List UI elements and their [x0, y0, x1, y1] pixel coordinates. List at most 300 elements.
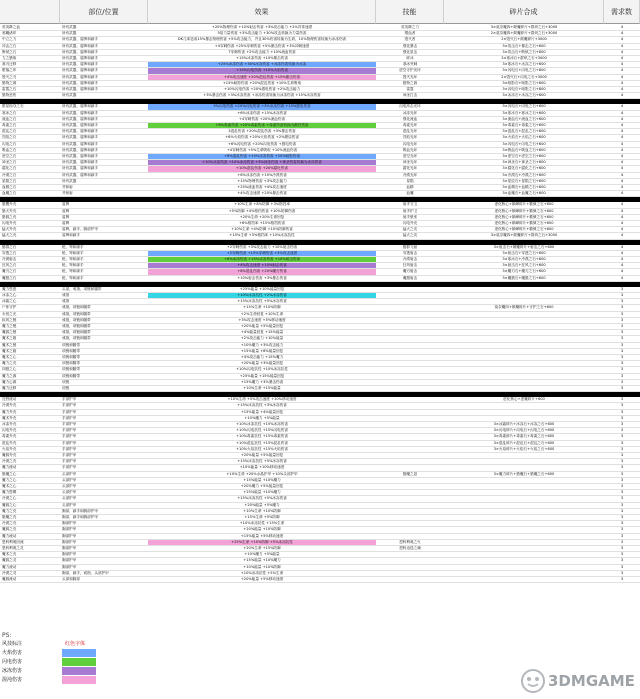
cell-slot: 所有武器，盾牌和副手 — [62, 166, 98, 171]
cell-frag — [444, 312, 604, 317]
cell-slot: 胸部护甲 — [62, 521, 77, 526]
cell-tech — [376, 380, 444, 385]
cell-tech — [376, 571, 444, 576]
cell-slot: 手部护甲 — [62, 434, 77, 439]
cell-slot: 手部护甲 — [62, 415, 77, 420]
cell-tech — [376, 577, 444, 582]
cell-effect: 5%闪电伤害 +20%闪电伤害 +3%冰冻伤害 +15%感电伤害 — [148, 104, 376, 109]
cell-tech: 毒素光环 — [402, 123, 418, 127]
cell-tech — [376, 521, 444, 526]
cell-need: 3 — [620, 311, 624, 316]
cell-name: 冰霜之心 — [2, 299, 17, 304]
cell-slot: 所有武器，盾牌和副手 — [62, 68, 98, 73]
cell-need: 3 — [620, 496, 624, 501]
cell-need: 4 — [620, 244, 624, 249]
cell-frag — [444, 490, 604, 495]
cell-frag: 2×莫奈魔四+颠魔碎片+群炽之石+3000 — [490, 31, 558, 36]
cell-effect: +10%冰冻抗性 +15%冰冻伤害 — [236, 422, 288, 426]
cell-frag: 3×暗影石+暗影之石+600 — [502, 80, 546, 85]
cell-effect: +20%能量 +5%移动速度 — [240, 577, 284, 581]
cell-tech — [376, 336, 444, 341]
cell-tech: 猎群飞射 — [402, 244, 418, 249]
cell-slot: 所有武器，盾牌和副手 — [62, 116, 98, 121]
cell-tech: 虚空守护光环 — [399, 68, 421, 73]
cell-need: 4 — [620, 269, 624, 274]
cell-need: 3 — [620, 577, 624, 581]
cell-effect: +2%生命回复 +10%生命 — [240, 311, 284, 316]
cell-effect: +15%冰冻抗性 +3%冰冻伤害 — [237, 403, 287, 408]
cell-effect: +10%冰冻抗性 +5%生命 — [240, 570, 284, 575]
cell-name: 堕落之印 — [2, 68, 17, 73]
cell-effect: +20%物理伤害 +10%射击伤害 +3%攻击能力 +2%异常速度 — [211, 25, 313, 29]
cell-tech: 星陨 — [406, 178, 414, 183]
cell-tech: 寒冰突刺 — [402, 62, 418, 67]
cell-need: 4 — [620, 227, 624, 232]
cell-need: 4 — [620, 43, 624, 48]
header-need: 需求数 — [604, 0, 640, 24]
cell-need: 4 — [620, 93, 624, 98]
cell-tech: 英英降之力 — [401, 25, 419, 29]
cell-slot: 盾牌 — [62, 208, 70, 213]
cell-frag — [444, 287, 604, 292]
header-tech: 技能 — [376, 0, 444, 24]
cell-slot: 盾牌和副手 — [62, 233, 80, 238]
cell-name: 冷漠之灵 — [2, 570, 17, 575]
cell-effect: +10%生命 +10%防御 — [243, 508, 281, 513]
cell-slot: 戒指 — [62, 299, 70, 304]
cell-frag — [444, 527, 604, 532]
cell-tech: 狂风射击 — [402, 263, 418, 268]
cell-tech: 混乱光环 — [402, 129, 418, 134]
cell-frag: 3×寒冰石+寒冰之石+600 — [502, 110, 546, 115]
cell-tech: 嗜血者 — [404, 31, 416, 36]
cell-frag: 3×神圣石+神圣之石+600 — [502, 160, 546, 165]
cell-slot: 所有武器，盾牌和副手 — [62, 172, 98, 177]
cell-tech: 恩科利奥之火 — [399, 539, 421, 544]
cell-name: 魔力之壳 — [2, 508, 17, 513]
cell-frag: 3×射击石+颠魔碎片+射击之石+600 — [493, 244, 555, 249]
cell-tech: 穿透射击 — [402, 250, 418, 255]
cell-effect: +10%生命 +4%防御 +10%防御伤害 — [231, 227, 293, 232]
cell-name: 冷漠之壳 — [2, 459, 17, 464]
cell-need: 3 — [620, 293, 624, 297]
cell-slot: 手部护甲 — [62, 403, 77, 408]
cell-effect: +15%能量 +8%能量回复 — [240, 348, 284, 353]
cell-frag: 3×攻击石+断狱之石+800 — [502, 49, 546, 54]
cell-name: 狂野流动 — [2, 397, 17, 402]
cell-slot: 胸部护甲 — [62, 552, 77, 557]
cell-frag: 3×腐化石+腐化之石+600 — [502, 166, 546, 171]
cell-frag: 虚化核心+虚魔碎片+600 — [503, 397, 545, 402]
cell-effect: +6%冰冻伤害 +15%冰冻伤害 — [237, 110, 287, 115]
cell-name: 断狱之石 — [2, 49, 17, 54]
cell-frag — [444, 577, 604, 582]
cell-effect: +10%能量 +10%防御 — [243, 564, 281, 569]
cell-slot: 所有武器 — [62, 93, 77, 98]
cell-effect: +15%闪电伤害 +10%火焰伤害 — [148, 68, 376, 73]
cell-frag: 3×流血石+流血之石+600 — [502, 116, 546, 121]
cell-effect: +6%格挡率 +15%格挡伤害 — [238, 221, 285, 225]
cell-name: 魔术之链 — [2, 342, 17, 347]
cell-name: 堕星掠夺之石 — [2, 104, 24, 109]
cell-slot: 手部护甲 — [62, 397, 77, 402]
cell-tech: 雷霆 — [406, 87, 414, 91]
cell-frag — [444, 403, 604, 408]
cell-need: 4 — [620, 221, 624, 225]
cell-tech: 吸血光环 — [402, 147, 418, 152]
cell-need: 3 — [620, 379, 624, 384]
cell-tech: 猎物之源 — [402, 80, 418, 85]
cell-slot: 手部护甲 — [62, 465, 77, 470]
cell-tech: 强化暴击 — [402, 43, 418, 48]
cell-name: 恩科利奥回流 — [2, 539, 24, 544]
cell-slot: 项链和腰带 — [62, 342, 80, 347]
cell-name: 毒素之石 — [2, 123, 17, 127]
cell-effect: +8%混乱伤害 +15%冰冻伤害 +20%暗影伤害 — [148, 154, 376, 159]
cell-slot: 手部护甲 — [62, 440, 77, 445]
cell-name: 火焰外壳 — [2, 446, 17, 451]
cell-need: 3 — [620, 415, 624, 420]
cell-name: 猛犬外壳 — [2, 227, 17, 232]
cell-slot: 头部护甲 — [62, 490, 77, 495]
cell-slot: 手部护甲 — [62, 428, 77, 433]
table-row — [0, 577, 640, 583]
cell-effect: 7穿刺伤害 +2%攻击能力 +10%流血伤害 — [228, 49, 296, 54]
cell-effect: +10%冰冻抗性 +15%生命 — [239, 521, 285, 526]
cell-name: 中立之力 — [2, 37, 17, 42]
cell-need: 3 — [620, 471, 624, 476]
cell-name: 虚空之石 — [2, 154, 17, 158]
cell-name: 冷漠外壳 — [2, 403, 17, 408]
cell-tech — [376, 434, 444, 439]
cell-name: 猎魔之心 — [2, 471, 17, 476]
cell-tech: 碎冰 — [406, 56, 414, 60]
legend-label: 混沌伤害 — [2, 677, 23, 683]
cell-frag — [444, 336, 604, 341]
cell-slot: 枪，弩和副手 — [62, 269, 84, 274]
cell-need: 4 — [620, 172, 624, 177]
cell-frag — [444, 367, 604, 372]
cell-effect: +15%冰冻抗性 +5%冰冻伤害 — [237, 459, 287, 464]
cell-need: 3 — [620, 477, 624, 482]
cell-slot: 所有武器 — [62, 31, 77, 36]
cell-frag: 3×闪电石+闪电之石+800 — [502, 68, 546, 73]
cell-frag — [444, 299, 604, 304]
legend-label: 风技标注 — [2, 641, 23, 647]
cell-need: 3 — [620, 317, 624, 322]
cell-need: 3 — [620, 508, 624, 513]
cell-name: 魔力迁移 — [2, 386, 17, 390]
cell-tech: 虚空光环 — [402, 154, 418, 158]
cell-frag: 3×冰冻石+冰冻之石+600 — [502, 93, 546, 98]
cell-slot: 胸部护甲 — [62, 527, 77, 532]
cell-frag: 虚化核心+颠峰碎片+霸骑之石+600 — [494, 202, 554, 207]
cell-slot: 所有武器 — [62, 178, 77, 183]
cell-tech: 闪电外壳 — [402, 221, 418, 225]
cell-need: 4 — [620, 250, 624, 255]
cell-frag: 3×火焰石+火焰之石+600 — [502, 135, 546, 140]
cell-name: 魔力流动 — [2, 564, 17, 569]
cell-tech — [376, 490, 444, 495]
cell-slot: 项链 — [62, 379, 70, 384]
cell-tech — [376, 478, 444, 483]
cell-slot: 胸部护甲 — [62, 558, 77, 563]
cell-frag: 3×魔刃石+魔刃之石+600 — [502, 269, 546, 274]
cell-frag: 虚化核心+颠峰碎片+霸骑之石+600 — [494, 214, 554, 219]
cell-need: 3 — [620, 342, 624, 347]
cell-effect: +4%能量回复 +15%能量 — [240, 330, 284, 335]
cell-effect: +25%能量 +10%魔力 — [243, 490, 281, 495]
cell-tech — [376, 428, 444, 433]
cell-effect: +4%攻击能力 +15%魔力 — [240, 355, 284, 359]
cell-tech — [376, 441, 444, 446]
cell-tech — [376, 305, 444, 310]
cell-slot: 项链和腰带 — [62, 361, 80, 366]
cell-need: 3 — [620, 373, 624, 378]
cell-tech — [376, 459, 444, 464]
cell-tech: 射手护卫 — [402, 208, 418, 213]
cell-frag: 3×火焰碎片+火焰石+火焰之石+600 — [493, 446, 555, 451]
cell-slot: 头部护甲 — [62, 496, 77, 501]
cell-frag — [444, 503, 604, 508]
cell-need: 3 — [620, 546, 624, 550]
cell-slot: 所有武器，盾牌和副手 — [62, 135, 98, 140]
cell-need: 3 — [620, 539, 624, 544]
cell-tech: 猛犬之壳 — [402, 227, 418, 232]
cell-need: 3 — [620, 490, 624, 495]
watermark-logo-icon — [520, 668, 546, 694]
cell-tech: 闪电冲击光环 — [399, 104, 421, 109]
cell-name: 魔力之链 — [2, 324, 17, 328]
cell-need: 3 — [620, 422, 624, 426]
cell-frag — [444, 509, 604, 514]
cell-name: 魔源流动 — [2, 577, 17, 581]
cell-effect: DK几率造成15%暴击物理伤害 +5%攻击能力，并且30%伤害转换为生命，10%物理伤害转换为冰冻伤害 — [177, 37, 347, 42]
cell-frag — [444, 478, 604, 483]
cell-name: 尸体守护 — [2, 305, 17, 310]
cell-effect: +6%冰冻伤害 +15%冰冻伤害 +10%射击伤害 — [148, 257, 376, 262]
cell-tech: 毁灭者 — [404, 37, 416, 42]
watermark-text: 3DMGAME — [548, 672, 635, 690]
cell-slot: 项链和腰带 — [62, 348, 80, 353]
cell-effect: +25%能量 +10%能量回复 — [239, 286, 285, 291]
cell-effect: +15%能量 +10%魔力 — [243, 558, 281, 563]
cell-name: 吸血之石 — [2, 147, 17, 152]
cell-tech — [376, 496, 444, 501]
cell-slot: 项链和腰带 — [62, 367, 80, 372]
cell-tech — [376, 465, 444, 470]
cell-slot: 所有武器，盾牌和副手 — [62, 56, 98, 60]
cell-tech — [376, 416, 444, 421]
cell-need: 3 — [620, 459, 624, 464]
cell-effect: +15%生命 +10%防御 — [243, 305, 281, 310]
cell-tech — [376, 534, 444, 539]
cell-name: 流血之石 — [2, 116, 17, 121]
cell-need: 4 — [620, 208, 624, 213]
cell-name: 穿透之石 — [2, 250, 17, 255]
cell-need: 3 — [620, 515, 624, 519]
cell-slot: 项链 — [62, 386, 70, 390]
cell-name: 冲击之石 — [2, 43, 17, 48]
cell-tech — [376, 318, 444, 323]
cell-slot: 项链和腰带 — [62, 355, 80, 359]
cell-name: 恩科利奥之灵 — [2, 546, 24, 550]
cell-slot: 所有武器，盾牌和副手 — [62, 160, 98, 165]
cell-name: 烈焰之石 — [2, 135, 17, 140]
cell-effect: +10%魔力 +5%能量 — [244, 415, 280, 420]
cell-effect: +10%生命 +15%能量 — [243, 386, 281, 390]
cell-slot: 戒指 — [62, 293, 70, 297]
cell-need: 4 — [620, 104, 624, 109]
cell-effect: +20%生命 +15%防御 — [243, 546, 281, 550]
cell-slot: 枪，弩和副手 — [62, 275, 84, 280]
cell-frag — [444, 349, 604, 354]
cell-name: 混乱外壳 — [2, 440, 17, 445]
cell-effect: +4穿刺伤害 +20%流血伤害 — [238, 116, 286, 121]
cell-effect: +2穿刺伤害 +3%攻击能力 +10%射击伤害 — [226, 244, 298, 249]
header-effect: 效果 — [148, 0, 376, 24]
cell-tech — [376, 484, 444, 489]
cell-effect: +10%魔力 +3%攻击能力 — [240, 342, 284, 347]
cell-need: 4 — [620, 25, 624, 29]
cell-frag — [444, 521, 604, 526]
cell-frag: 3×冰霜碎片+冰冻石+冰冻之石+600 — [493, 422, 555, 426]
cell-name: 猎物悲伤 — [2, 93, 17, 98]
cell-need: 3 — [620, 453, 624, 457]
cell-need: 4 — [620, 87, 624, 91]
cell-need: 3 — [620, 465, 624, 470]
cell-slot: 所有武器，盾牌和副手 — [62, 154, 98, 158]
cell-name: 魔力流动 — [2, 533, 17, 538]
cell-effect: +10%闪电伤害 +20%感电伤害 +2%攻击能力 — [223, 87, 301, 91]
cell-effect: +5%防御 +4%格挡伤害 +10%防御伤害 — [228, 208, 296, 213]
cell-need: 3 — [620, 299, 624, 304]
cell-slot: 所有武器，盾牌和副手 — [62, 104, 98, 109]
cell-need: 3 — [620, 286, 624, 291]
cell-effect: +10%混乱抗性 +15%混乱伤害 — [236, 440, 288, 445]
cell-slot: 所有武器，盾牌和副手 — [62, 74, 98, 79]
cell-tech — [376, 503, 444, 508]
cell-need: 4 — [620, 62, 624, 67]
cell-name: 猎犬外壳 — [2, 208, 17, 213]
legend-swatch — [62, 676, 96, 684]
cell-frag: 3×毒素石+毒素之石+600 — [502, 123, 546, 127]
cell-name: 毒素外壳 — [2, 434, 17, 439]
cell-tech — [376, 293, 444, 298]
cell-slot: 胸部，副手和胸部护甲 — [62, 508, 98, 513]
header-fragments: 碎片合成 — [444, 0, 604, 24]
cell-frag — [444, 552, 604, 557]
cell-effect: +20%生命 +20%生命回复 — [239, 214, 285, 219]
cell-name: 英英降之血 — [2, 25, 20, 29]
cell-tech — [376, 312, 444, 317]
cell-slot: 枪，弩和副手 — [62, 250, 84, 255]
cell-name: 冰冻之心 — [2, 293, 17, 297]
cell-tech — [376, 453, 444, 458]
cell-effect: +10%冰冻伤害 +10%冰冻伤害 +3%神圣伤害 +神圣伤害转换为冰冻伤害 — [148, 160, 376, 165]
cell-need: 4 — [620, 56, 624, 60]
cell-need: 4 — [620, 178, 624, 183]
cell-slot: 手部护甲 — [62, 453, 77, 457]
cell-tech — [376, 324, 444, 329]
cell-name: 混乱之石 — [2, 129, 17, 134]
cell-frag — [444, 386, 604, 391]
cell-frag: 3×寒冰石+冷漠之石+600 — [502, 257, 546, 261]
cell-name: 狂风之石 — [2, 263, 17, 268]
cell-need: 4 — [620, 263, 624, 268]
cell-slot: 所有武器，盾牌和副手 — [62, 49, 98, 54]
cell-frag: 2×毁灭石+闪电之石+3000 — [501, 74, 547, 79]
cell-frag: 3×魔力碎片+猎魔石+猎魔之石+600 — [493, 471, 555, 476]
cell-name: 魔刃之石 — [2, 269, 17, 274]
cell-name: 魔源外壳 — [2, 453, 17, 457]
cell-name: 猎群之石 — [2, 244, 17, 249]
cell-need: 3 — [620, 386, 624, 390]
header-name — [0, 0, 60, 24]
cell-name: 魔力流动 — [2, 465, 17, 470]
cell-need: 4 — [620, 275, 624, 280]
cell-effect: +10%魔力 +5%能量 — [244, 552, 280, 557]
cell-slot: 头部护甲 — [62, 502, 77, 507]
cell-effect: +10%冰冻抗性 +2%冰冻伤害 — [148, 293, 376, 298]
cell-frag — [444, 534, 604, 539]
cell-frag — [444, 324, 604, 329]
cell-need: 3 — [620, 521, 624, 526]
cell-need: 3 — [620, 355, 624, 359]
cell-need: 3 — [620, 428, 624, 433]
cell-slot: 盾牌 — [62, 214, 70, 219]
cell-effect: +20%能量 +5%能量回复 — [240, 453, 284, 457]
cell-frag: 虚化核心+颠峰碎片+霸骑之石+600 — [494, 208, 554, 213]
cell-effect: +15%冰冻抗性 +5%冰冻伤害 — [237, 299, 287, 304]
cell-need: 3 — [620, 336, 624, 341]
cell-need: 3 — [620, 305, 624, 310]
cell-effect: +10%混乱伤害 +20%腐化伤害 — [148, 166, 376, 171]
cell-effect: +4%攻击速度 +20%暴击伤害 — [237, 191, 287, 196]
cell-name: 魔力恩惠 — [2, 286, 17, 291]
cell-name: 魔力心源 — [2, 379, 17, 384]
cell-effect: +3%暴击伤害 +3%冰冻伤害 +冰冻伤害转换为冰冻伤害 +15%冰冻伤害 — [203, 93, 321, 98]
cell-effect: +8%混乱伤害 +20%魔刃伤害 — [148, 269, 376, 274]
cell-need: 4 — [620, 257, 624, 261]
cell-name: 魔源之心 — [2, 502, 17, 507]
cell-need: 4 — [620, 116, 624, 121]
cell-frag: 3×莫奈魔四+颠魔碎片+群炽之石+3000 — [490, 25, 558, 29]
cell-name: 魔术之箱 — [2, 348, 17, 353]
cell-tech — [376, 558, 444, 563]
cell-frag: 3×寒冰石+冰冻之石+600 — [502, 62, 546, 67]
cell-name: 闪电外壳 — [2, 221, 17, 225]
cell-frag: 3×射击石+狂风之石+600 — [502, 263, 546, 268]
cell-need: 3 — [620, 552, 624, 557]
legend-label: 火焰伤害 — [2, 650, 23, 656]
cell-effect: +15%物理伤害 +3%攻击能力 — [237, 178, 287, 183]
cell-frag: 3×闪电石+闪电之石+600 — [502, 141, 546, 146]
cell-frag — [444, 546, 604, 551]
cell-name: 魔术之壳 — [2, 552, 17, 557]
cell-slot: 所有武器，盾牌和副手 — [62, 129, 98, 134]
cell-frag — [444, 484, 604, 489]
cell-frag — [444, 515, 604, 520]
cell-tech: 神圣光环 — [402, 160, 418, 165]
cell-tech: 强化流血 — [402, 116, 418, 121]
cell-need: 3 — [620, 446, 624, 451]
cell-need: 4 — [620, 110, 624, 115]
cell-need: 4 — [620, 80, 624, 85]
cell-tech — [376, 386, 444, 391]
cell-tech — [376, 447, 444, 452]
cell-tech — [376, 552, 444, 557]
